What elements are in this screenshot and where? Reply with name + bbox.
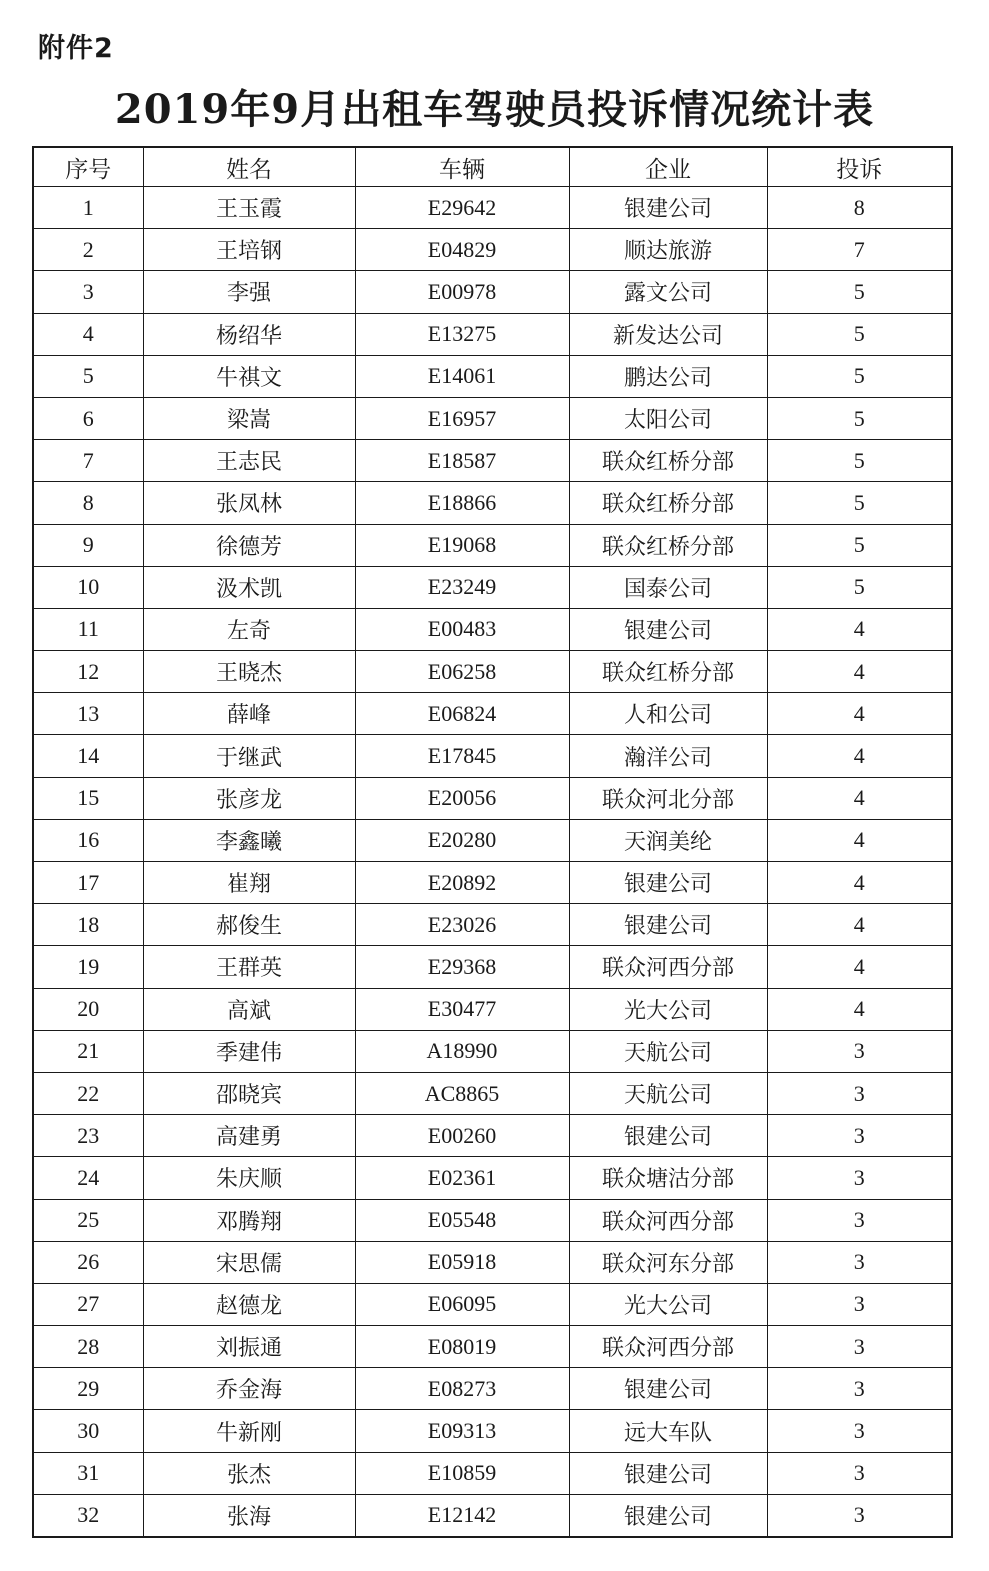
cell-serial-number: 10 [33, 566, 143, 608]
cell-company: 银建公司 [569, 1115, 767, 1157]
cell-company: 联众河西分部 [569, 1199, 767, 1241]
cell-serial-number: 13 [33, 693, 143, 735]
cell-company: 联众河北分部 [569, 777, 767, 819]
cell-complaints: 3 [767, 1283, 952, 1325]
cell-vehicle: E10859 [355, 1452, 569, 1494]
cell-serial-number: 27 [33, 1283, 143, 1325]
cell-name: 郝俊生 [143, 904, 355, 946]
table-row [33, 187, 952, 229]
cell-serial-number: 19 [33, 946, 143, 988]
cell-vehicle: E02361 [355, 1157, 569, 1199]
cell-complaints: 3 [767, 1157, 952, 1199]
cell-serial-number: 16 [33, 819, 143, 861]
table-row [33, 862, 952, 904]
cell-serial-number: 26 [33, 1241, 143, 1283]
cell-company: 联众河西分部 [569, 946, 767, 988]
cell-complaints: 3 [767, 1410, 952, 1452]
table-row [33, 1494, 952, 1537]
header-name: 姓名 [143, 147, 355, 187]
cell-company: 顺达旅游 [569, 229, 767, 271]
cell-vehicle: E00260 [355, 1115, 569, 1157]
table-row [33, 271, 952, 313]
header-complaints: 投诉 [767, 147, 952, 187]
cell-name: 季建伟 [143, 1030, 355, 1072]
cell-company: 鹏达公司 [569, 355, 767, 397]
cell-serial-number: 22 [33, 1072, 143, 1114]
cell-name: 乔金海 [143, 1368, 355, 1410]
cell-name: 高斌 [143, 988, 355, 1030]
cell-serial-number: 25 [33, 1199, 143, 1241]
cell-vehicle: AC8865 [355, 1072, 569, 1114]
cell-complaints: 4 [767, 904, 952, 946]
cell-serial-number: 28 [33, 1326, 143, 1368]
cell-name: 王玉霞 [143, 187, 355, 229]
cell-company: 联众塘沽分部 [569, 1157, 767, 1199]
cell-company: 国泰公司 [569, 566, 767, 608]
table-row [33, 440, 952, 482]
cell-vehicle: E08019 [355, 1326, 569, 1368]
cell-complaints: 4 [767, 693, 952, 735]
cell-serial-number: 2 [33, 229, 143, 271]
table-row [33, 1072, 952, 1114]
cell-complaints: 3 [767, 1326, 952, 1368]
cell-complaints: 3 [767, 1368, 952, 1410]
complaint-statistics-table [32, 146, 953, 1538]
cell-vehicle: E30477 [355, 988, 569, 1030]
cell-vehicle: E23249 [355, 566, 569, 608]
cell-complaints: 8 [767, 187, 952, 229]
table-row [33, 524, 952, 566]
cell-name: 张海 [143, 1494, 355, 1537]
cell-complaints: 4 [767, 608, 952, 650]
cell-name: 徐德芳 [143, 524, 355, 566]
cell-company: 银建公司 [569, 862, 767, 904]
cell-vehicle: E04829 [355, 229, 569, 271]
cell-company: 光大公司 [569, 1283, 767, 1325]
cell-company: 天润美纶 [569, 819, 767, 861]
cell-vehicle: E00978 [355, 271, 569, 313]
cell-serial-number: 11 [33, 608, 143, 650]
cell-company: 瀚洋公司 [569, 735, 767, 777]
header-company: 企业 [569, 147, 767, 187]
table-row [33, 651, 952, 693]
cell-vehicle: E19068 [355, 524, 569, 566]
table-row [33, 1368, 952, 1410]
cell-vehicle: E23026 [355, 904, 569, 946]
cell-name: 张彦龙 [143, 777, 355, 819]
cell-company: 联众红桥分部 [569, 440, 767, 482]
cell-name: 李鑫曦 [143, 819, 355, 861]
cell-complaints: 4 [767, 735, 952, 777]
cell-vehicle: E00483 [355, 608, 569, 650]
cell-vehicle: E29368 [355, 946, 569, 988]
header-serial-number: 序号 [33, 147, 143, 187]
cell-name: 王晓杰 [143, 651, 355, 693]
cell-name: 王群英 [143, 946, 355, 988]
cell-vehicle: E20280 [355, 819, 569, 861]
cell-serial-number: 18 [33, 904, 143, 946]
cell-company: 银建公司 [569, 1368, 767, 1410]
cell-name: 张凤林 [143, 482, 355, 524]
cell-name: 薛峰 [143, 693, 355, 735]
cell-name: 王培钢 [143, 229, 355, 271]
cell-complaints: 4 [767, 946, 952, 988]
table-row [33, 904, 952, 946]
cell-serial-number: 21 [33, 1030, 143, 1072]
cell-name: 杨绍华 [143, 313, 355, 355]
cell-serial-number: 14 [33, 735, 143, 777]
cell-complaints: 3 [767, 1241, 952, 1283]
cell-complaints: 4 [767, 988, 952, 1030]
cell-company: 银建公司 [569, 904, 767, 946]
cell-complaints: 3 [767, 1072, 952, 1114]
cell-serial-number: 29 [33, 1368, 143, 1410]
table-row [33, 1452, 952, 1494]
cell-complaints: 4 [767, 651, 952, 693]
header-vehicle: 车辆 [355, 147, 569, 187]
cell-serial-number: 23 [33, 1115, 143, 1157]
table-row [33, 1115, 952, 1157]
cell-serial-number: 6 [33, 397, 143, 439]
table-row [33, 819, 952, 861]
table-row [33, 566, 952, 608]
attachment-label: 附件2 [38, 33, 114, 64]
cell-name: 刘振通 [143, 1326, 355, 1368]
table-row [33, 693, 952, 735]
cell-serial-number: 3 [33, 271, 143, 313]
table-row [33, 608, 952, 650]
cell-complaints: 5 [767, 397, 952, 439]
cell-name: 汲术凯 [143, 566, 355, 608]
cell-serial-number: 1 [33, 187, 143, 229]
cell-company: 新发达公司 [569, 313, 767, 355]
cell-vehicle: E20056 [355, 777, 569, 819]
cell-vehicle: E16957 [355, 397, 569, 439]
table-row [33, 777, 952, 819]
cell-vehicle: E06258 [355, 651, 569, 693]
cell-name: 赵德龙 [143, 1283, 355, 1325]
cell-complaints: 4 [767, 819, 952, 861]
cell-name: 高建勇 [143, 1115, 355, 1157]
cell-serial-number: 31 [33, 1452, 143, 1494]
table-row [33, 1410, 952, 1452]
cell-name: 朱庆顺 [143, 1157, 355, 1199]
table-row [33, 946, 952, 988]
cell-complaints: 4 [767, 777, 952, 819]
cell-name: 崔翔 [143, 862, 355, 904]
cell-complaints: 5 [767, 482, 952, 524]
cell-serial-number: 30 [33, 1410, 143, 1452]
cell-serial-number: 9 [33, 524, 143, 566]
cell-complaints: 4 [767, 862, 952, 904]
cell-vehicle: E05918 [355, 1241, 569, 1283]
cell-complaints: 3 [767, 1199, 952, 1241]
table-row [33, 313, 952, 355]
cell-vehicle: E18587 [355, 440, 569, 482]
cell-company: 联众红桥分部 [569, 651, 767, 693]
cell-company: 天航公司 [569, 1072, 767, 1114]
table-row [33, 482, 952, 524]
table-row [33, 988, 952, 1030]
cell-company: 人和公司 [569, 693, 767, 735]
cell-serial-number: 7 [33, 440, 143, 482]
cell-serial-number: 12 [33, 651, 143, 693]
table-row [33, 735, 952, 777]
cell-complaints: 5 [767, 440, 952, 482]
cell-name: 邓腾翔 [143, 1199, 355, 1241]
header-row [33, 147, 952, 187]
cell-vehicle: E05548 [355, 1199, 569, 1241]
document-title: 2019年9月出租车驾驶员投诉情况统计表 [114, 86, 875, 133]
cell-serial-number: 5 [33, 355, 143, 397]
cell-vehicle: E12142 [355, 1494, 569, 1537]
cell-vehicle: E14061 [355, 355, 569, 397]
cell-complaints: 5 [767, 524, 952, 566]
cell-complaints: 3 [767, 1115, 952, 1157]
cell-company: 联众红桥分部 [569, 524, 767, 566]
cell-company: 露文公司 [569, 271, 767, 313]
cell-serial-number: 17 [33, 862, 143, 904]
table-row [33, 355, 952, 397]
cell-vehicle: E29642 [355, 187, 569, 229]
cell-complaints: 7 [767, 229, 952, 271]
cell-serial-number: 32 [33, 1494, 143, 1537]
cell-name: 牛新刚 [143, 1410, 355, 1452]
cell-serial-number: 8 [33, 482, 143, 524]
cell-name: 张杰 [143, 1452, 355, 1494]
cell-complaints: 5 [767, 355, 952, 397]
table-row [33, 397, 952, 439]
cell-name: 李强 [143, 271, 355, 313]
cell-vehicle: E20892 [355, 862, 569, 904]
cell-complaints: 5 [767, 566, 952, 608]
table-header [33, 147, 952, 187]
cell-name: 牛祺文 [143, 355, 355, 397]
cell-name: 宋思儒 [143, 1241, 355, 1283]
cell-complaints: 5 [767, 271, 952, 313]
cell-vehicle: E09313 [355, 1410, 569, 1452]
cell-company: 光大公司 [569, 988, 767, 1030]
table-row [33, 1199, 952, 1241]
cell-company: 远大车队 [569, 1410, 767, 1452]
table-row [33, 1030, 952, 1072]
cell-vehicle: E18866 [355, 482, 569, 524]
cell-company: 联众河东分部 [569, 1241, 767, 1283]
cell-name: 左奇 [143, 608, 355, 650]
cell-vehicle: A18990 [355, 1030, 569, 1072]
cell-company: 太阳公司 [569, 397, 767, 439]
cell-company: 天航公司 [569, 1030, 767, 1072]
cell-vehicle: E13275 [355, 313, 569, 355]
cell-vehicle: E17845 [355, 735, 569, 777]
cell-complaints: 3 [767, 1452, 952, 1494]
cell-complaints: 3 [767, 1030, 952, 1072]
cell-company: 联众红桥分部 [569, 482, 767, 524]
cell-company: 联众河西分部 [569, 1326, 767, 1368]
table-row [33, 1157, 952, 1199]
table-row [33, 229, 952, 271]
cell-name: 邵晓宾 [143, 1072, 355, 1114]
cell-vehicle: E06824 [355, 693, 569, 735]
cell-vehicle: E06095 [355, 1283, 569, 1325]
cell-name: 于继武 [143, 735, 355, 777]
cell-complaints: 3 [767, 1494, 952, 1537]
table-row [33, 1283, 952, 1325]
cell-complaints: 5 [767, 313, 952, 355]
table-row [33, 1241, 952, 1283]
cell-serial-number: 4 [33, 313, 143, 355]
cell-name: 王志民 [143, 440, 355, 482]
table-row [33, 1326, 952, 1368]
cell-company: 银建公司 [569, 1452, 767, 1494]
cell-serial-number: 20 [33, 988, 143, 1030]
cell-company: 银建公司 [569, 187, 767, 229]
cell-name: 梁嵩 [143, 397, 355, 439]
cell-company: 银建公司 [569, 608, 767, 650]
cell-serial-number: 15 [33, 777, 143, 819]
cell-vehicle: E08273 [355, 1368, 569, 1410]
table-body [33, 187, 952, 1538]
cell-company: 银建公司 [569, 1494, 767, 1537]
cell-serial-number: 24 [33, 1157, 143, 1199]
